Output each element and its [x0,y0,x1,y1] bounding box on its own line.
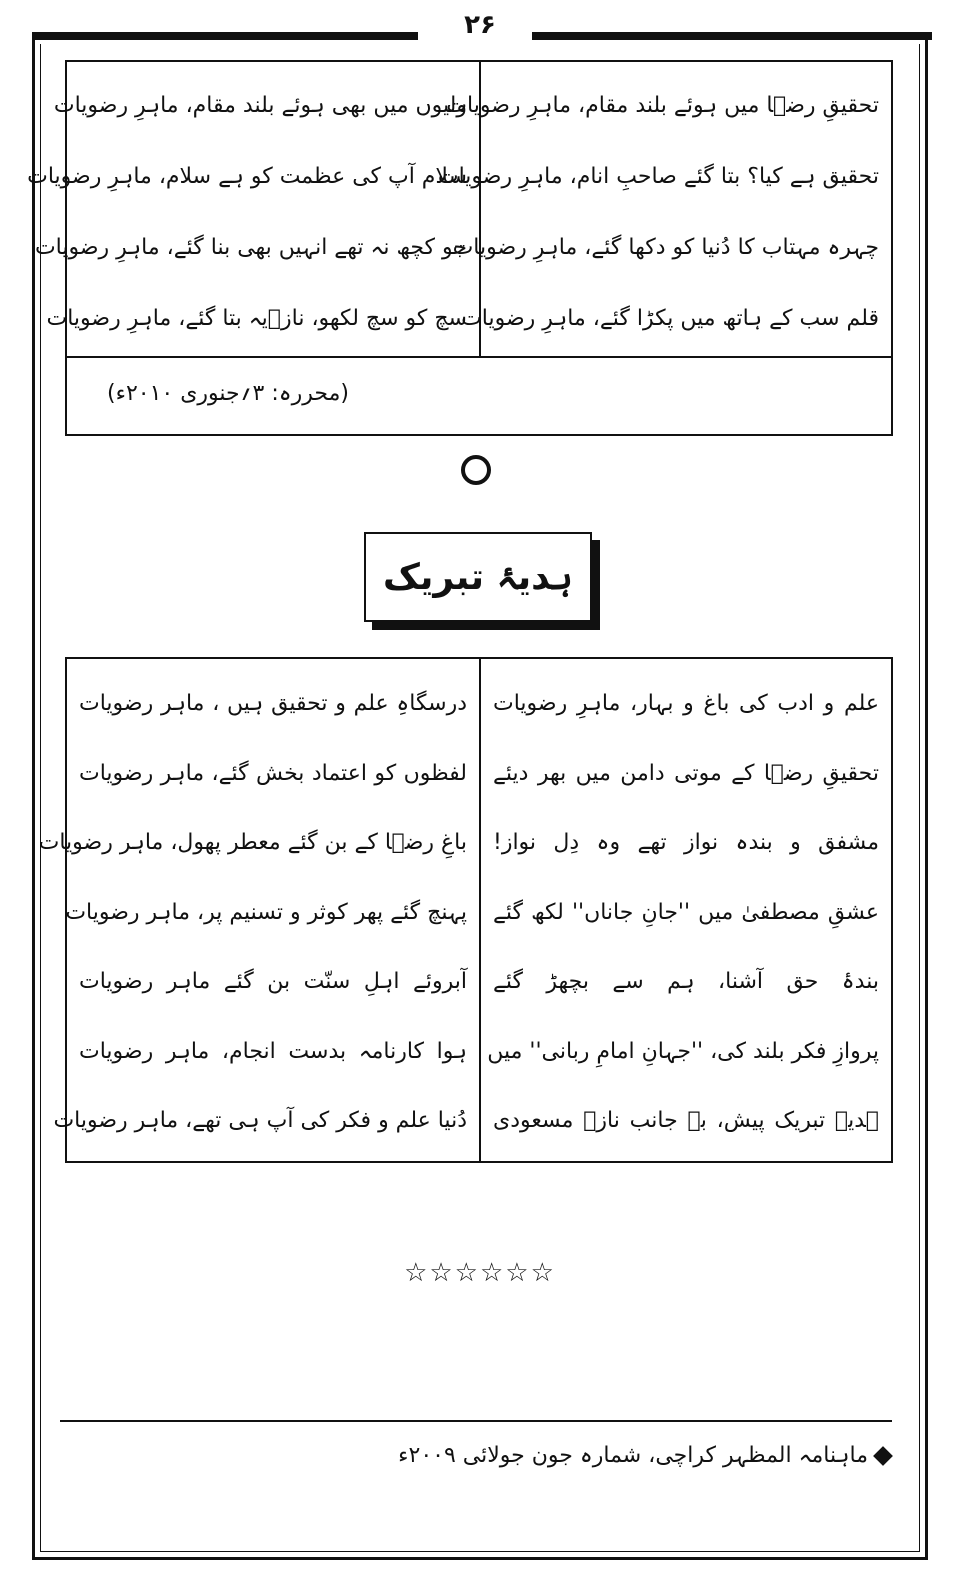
verse-line: علم و ادب کی باغ و بہار، ماہرِ رضویات [493,691,879,716]
verse-line: دُنیا علم و فکر کی آپ ہی تھے، ماہر رضویات [53,1108,467,1133]
circle-ornament-icon [461,455,491,485]
poem1-left-column [27,62,479,356]
poem2-left-column [38,659,479,1161]
section-title: ہدیۂ تبریک [382,556,574,598]
verse-line: سلام آپ کی عظمت کو ہے سلام، ماہرِ رضویات [27,164,467,189]
diamond-bullet-icon [873,1446,893,1466]
verse-line: سچ کو سچ لکھو، نازؔیہ بتا گئے، ماہرِ رضویات [46,306,467,331]
poem2-table [38,657,893,1163]
verse-line: پہنچ گئے پھر کوثر و تسنیم پر، ماہر رضویات [65,899,467,925]
footer-rule [60,1420,892,1422]
section-title-box [364,532,592,622]
verse-line: آبروئے اہلِ سنّت بن گئے ماہر رضویات [79,969,467,994]
footer-text: ماہنامہ المظہر کراچی، شمارہ جون جولائی ۲۰۰۹ء [398,1443,868,1468]
verse-line: مشفق و بندہ نواز تھے وہ دِل نواز! [493,830,879,855]
footer [398,1436,890,1476]
verse-line: تحقیق ہے کیا؟ بتا گئے صاحبِ انام، ماہرِ رضویات [437,164,879,189]
verse-line: ہوا کارنامہ بدست انجام، ماہر رضویات [79,1038,467,1064]
verse-line: جو کچھ نہ تھے انہیں بھی بنا گئے، ماہرِ رضویات [34,235,467,260]
poem1-table [27,60,893,358]
date-note-box [65,356,893,436]
verse-line: عشقِ مصطفیٰ میں ''جانِ جاناں'' لکھ گئے [493,899,879,925]
star-separator: ☆☆☆☆☆☆ [404,1258,556,1288]
poem2-right-column [479,659,891,1161]
verse-line: بندۂ حق آشنا، ہم سے بچھڑ گئے [493,969,879,994]
verse-line: درسگاہِ علم و تحقیق ہیں ، ماہر رضویات [79,691,467,716]
verse-line: تحقیقِ رضؔا میں ہوئے بلند مقام، ماہرِ رضویات [446,93,879,118]
date-note: (محررہ: ۳؍جنوری ۲۰۱۰ء) [107,381,350,406]
poem1-right-column [437,62,891,356]
verse-line: قلم سب کے ہاتھ میں پکڑا گئے، ماہرِ رضویات [461,306,879,331]
verse-line: باغِ رضؔا کے بن گئے معطر پھول، ماہر رضویات [38,830,467,855]
verse-line: لفظوں کو اعتماد بخش گئے، ماہر رضویات [79,760,467,786]
verse-line: ولیوں میں بھی ہوئے بلند مقام، ماہرِ رضویات [53,93,467,118]
verse-line: پروازِ فکر بلند کی، ''جہانِ امامِ ربانی'' میں [487,1038,879,1064]
verse-line: ہدیۂ تبریک پیش، بہ جانب نازؔ مسعودی [493,1108,879,1133]
verse-line: تحقیقِ رضؔا کے موتی دامن میں بھر دیئے [493,760,879,786]
page-number: ۲۶ [464,10,496,40]
verse-line: چہرہ مہتاب کا دُنیا کو دکھا گئے، ماہرِ رضویات [452,235,879,260]
